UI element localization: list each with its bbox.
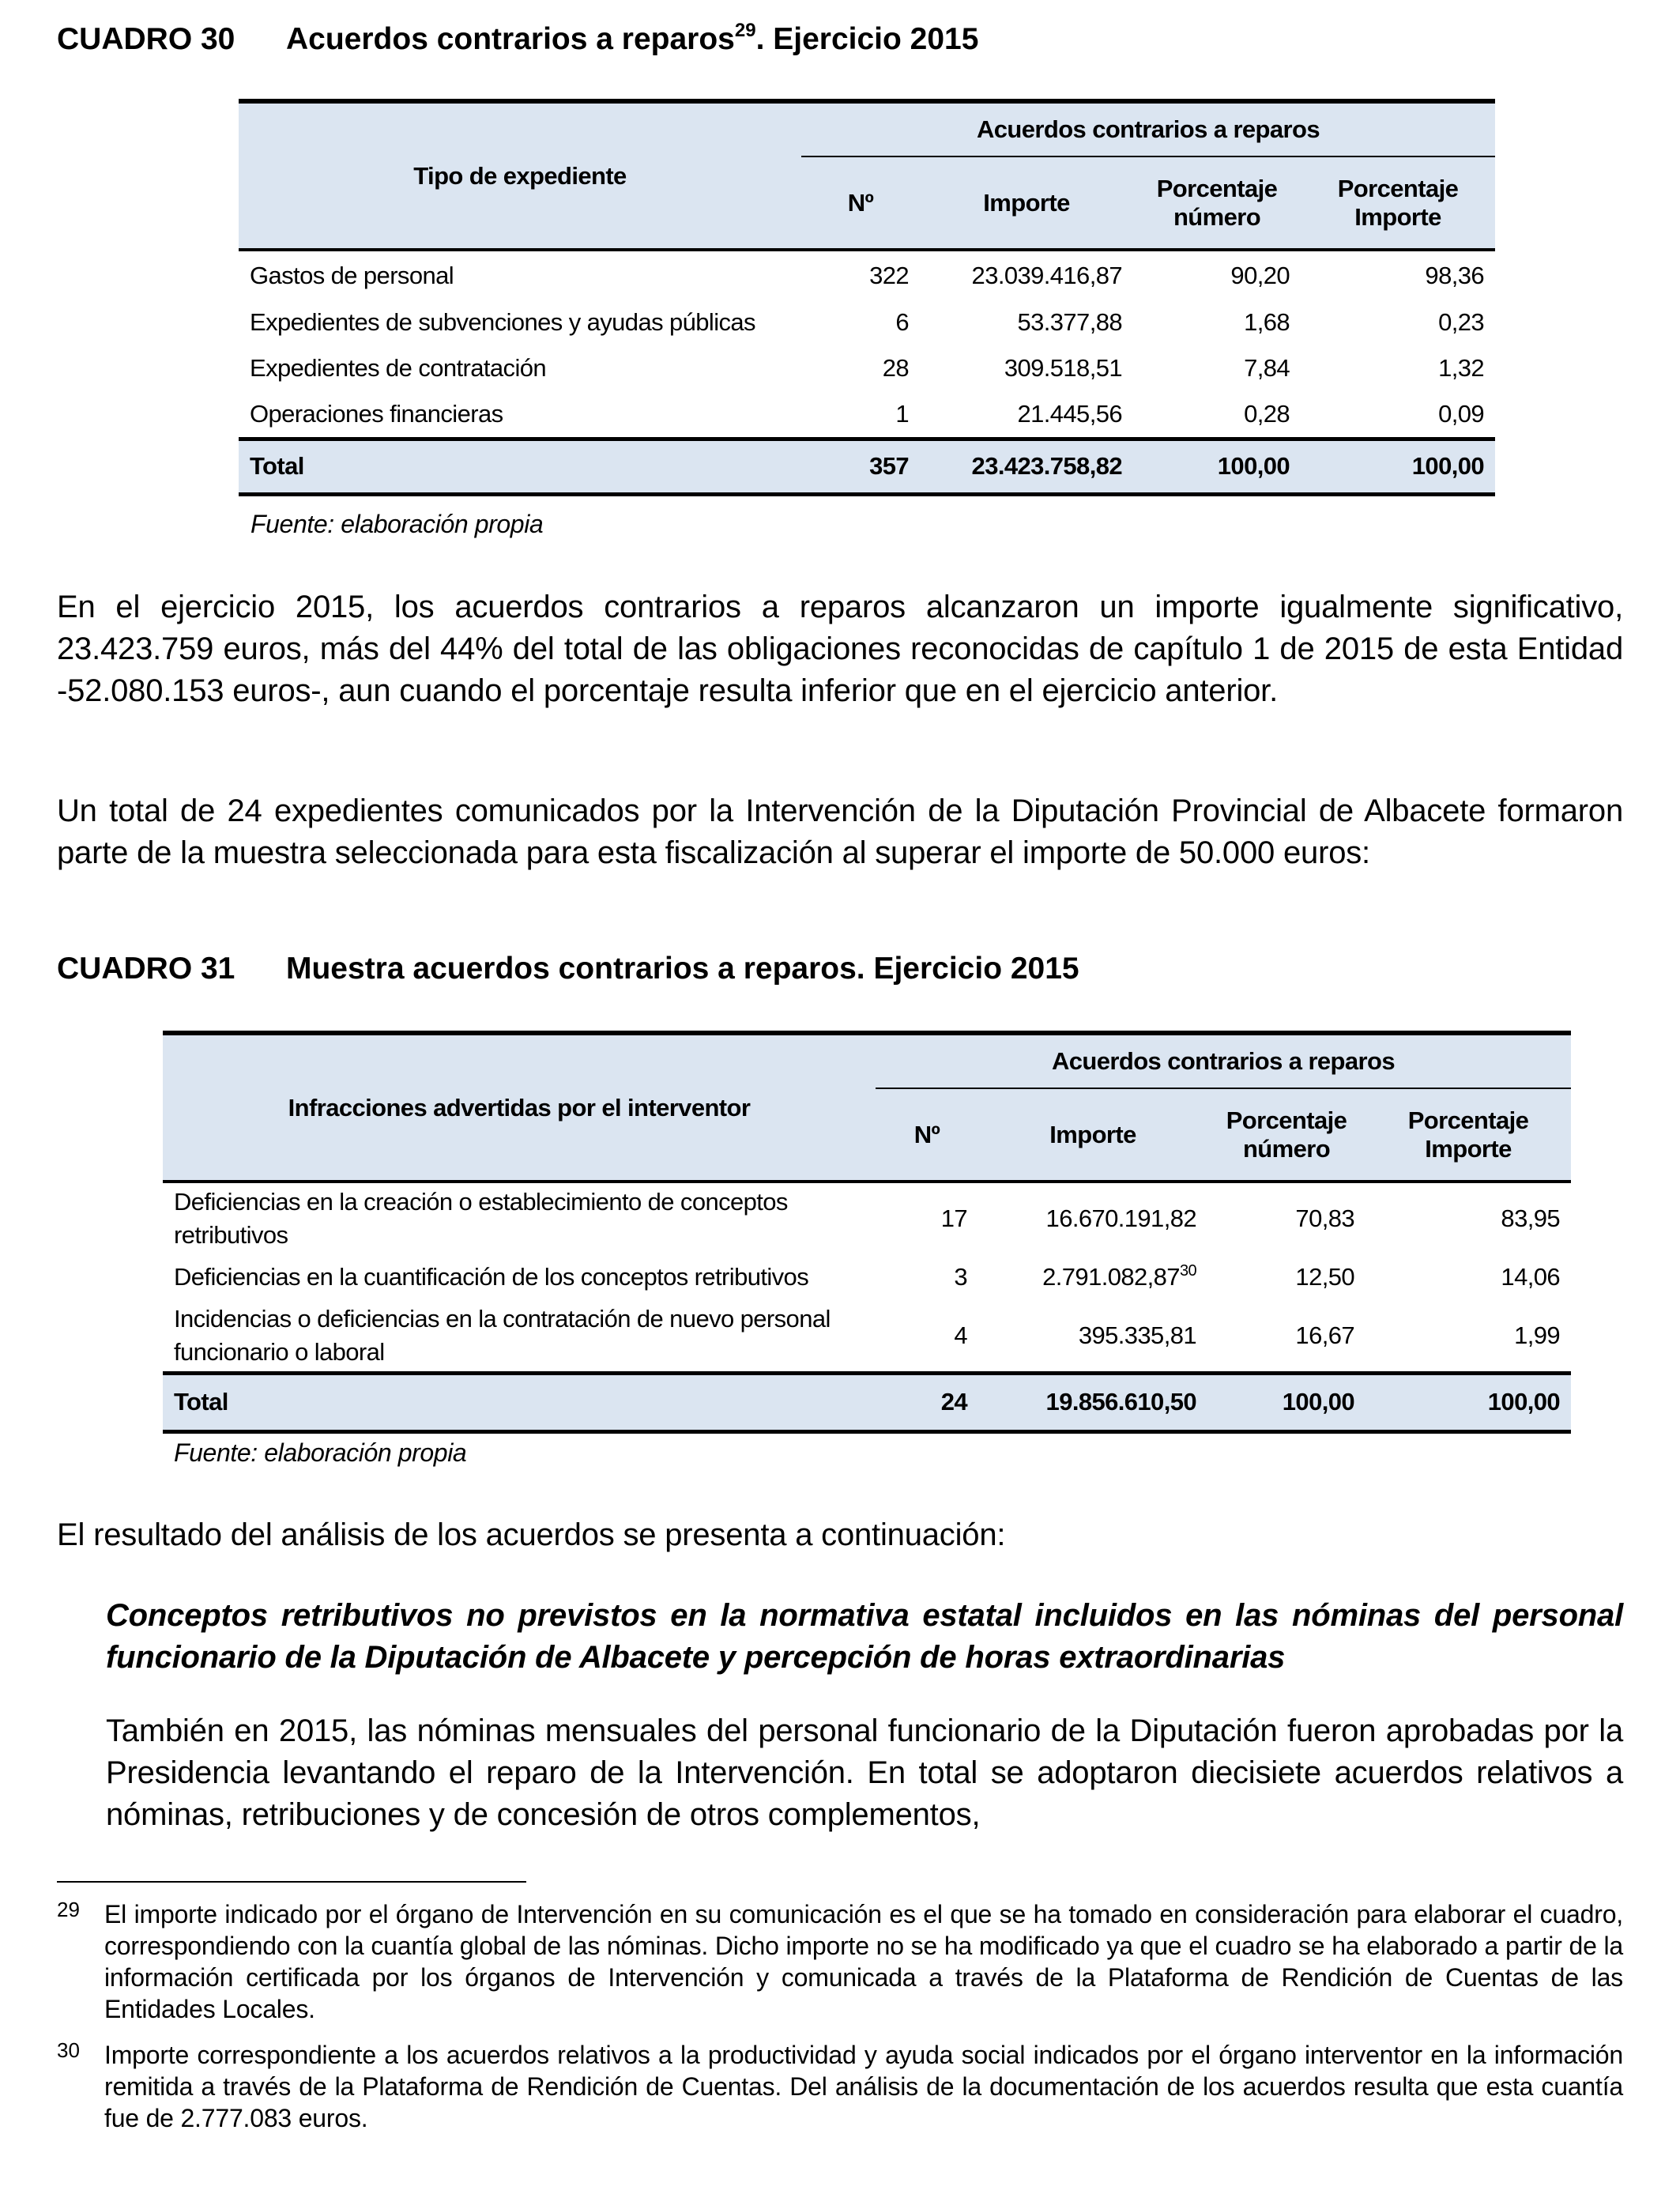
paragraph: El resultado del análisis de los acuerdos se presenta a continuación: [57,1517,1006,1552]
header-importe: Importe [978,1088,1207,1182]
footnote-ref: 30 [1179,1262,1196,1280]
total-row: Total 357 23.423.758,82 100,00 100,00 [239,439,1495,494]
cuadro-30-table [239,99,1495,496]
section-heading: Conceptos retributivos no previstos en la normativa estatal incluidos en las nóminas del personal funcionario de la Diputación de Albacete y percepción de horas extraordinarias [106,1598,1623,1675]
source-note: Fuente: elaboración propia [250,510,544,538]
table-row: Expedientes de contratación 28 309.518,51 7,84 1,32 [250,354,1484,382]
header-n: Nº [801,156,920,250]
footnote-mark: 30 [57,2038,80,2062]
cuadro-31-title [57,952,1079,986]
header-group: Acuerdos contrarios a reparos [801,101,1495,156]
cuadro-title-text: Acuerdos contrarios a reparos [286,22,735,56]
header-tipo: Infracciones advertidas por el interventor [163,1033,876,1182]
table-row: Expedientes de subvenciones y ayudas públicas 6 53.377,88 1,68 0,23 [250,308,1484,336]
header-pct-numero: Porcentaje número [1133,156,1301,250]
table-row: Incidencias o deficiencias en la contratación de nuevo personal funcionario o laboral 4 395.335,81 16,67 1,99 [174,1304,1560,1366]
cuadro-title-text: Muestra acuerdos contrarios a reparos. Ejercicio 2015 [286,952,1079,986]
header-pct-numero: Porcentaje número [1207,1088,1365,1182]
cuadro-30-title [57,22,978,57]
header-pct-importe: Porcentaje Importe [1301,156,1495,250]
table-row: Deficiencias en la cuantificación de los conceptos retributivos 3 2.791.082,87$^{30}$ 12,50 14,06 [174,1262,1560,1291]
table-row: Operaciones financieras 1 21.445,56 0,28 0,09 [250,399,1484,428]
footnote-separator [57,1881,526,1883]
cuadro-number: CUADRO 31 [57,952,235,986]
paragraph: En el ejercicio 2015, los acuerdos contrarios a reparos alcanzaron un importe igualmente significativo, 23.423.759 euros, más del 44% del total de las obligaciones reconocidas de capítulo 1 de 2015 de esta Entidad -52.080.153 euros-, aun cuando el porcentaje resulta inferior que en el ejercicio anterior. [57,590,1623,708]
header-pct-importe: Porcentaje Importe [1365,1088,1571,1182]
header-group: Acuerdos contrarios a reparos [876,1033,1571,1088]
cuadro-number: CUADRO 30 [57,22,235,56]
footnote-mark: 29 [57,1898,80,1921]
footnote-ref: 29 [734,20,756,41]
header-tipo: Tipo de expediente [239,101,801,250]
paragraph: También en 2015, las nóminas mensuales del personal funcionario de la Diputación fueron aprobadas por la Presidencia levantando el reparo de la Intervención. En total se adoptaron diecisiete acuerdos relativos a nóminas, retribuciones y de concesión de otros complementos, [106,1713,1623,1832]
cuadro-title-tail: . Ejercicio 2015 [755,22,979,56]
paragraph: Un total de 24 expedientes comunicados por la Intervención de la Diputación Provincial de Albacete formaron parte de la muestra seleccionada para esta fiscalización al superar el importe de 50.000 euros: [57,794,1623,870]
footnote [57,1898,1623,2025]
table-row: Deficiencias en la creación o establecimiento de conceptos retributivos 17 16.670.191,82 70,83 83,95 [174,1188,1560,1249]
total-row: Total 24 19.856.610,50 100,00 100,00 [163,1373,1571,1431]
footnote-text: Importe correspondiente a los acuerdos relativos a la productividad y ayuda social indicados por el órgano interventor en la información remitida a través de la Plataforma de Rendición de Cuentas. Del análisis de la documentación de los acuerdos resulta que esta cuantía fue de 2.777.083 euros. [104,2041,1623,2132]
footnote [57,2039,1623,2134]
source-note: Fuente: elaboración propia [174,1438,467,1467]
footnote-text: El importe indicado por el órgano de Intervención en su comunicación es el que se ha tomado en consideración para elaborar el cuadro, correspondiendo con la cuantía global de las nóminas. Dicho importe no se ha modificado ya que el cuadro se ha elaborado a partir de la información certificada por los órganos de Intervención y comunicada a través de la Plataforma de Rendición de Cuentas de las Entidades Locales. [104,1900,1623,2023]
cuadro-31-table [163,1031,1571,1434]
table-row: Gastos de personal 322 23.039.416,87 90,20 98,36 [250,261,1484,289]
header-importe: Importe [920,156,1133,250]
header-n: Nº [876,1088,978,1182]
